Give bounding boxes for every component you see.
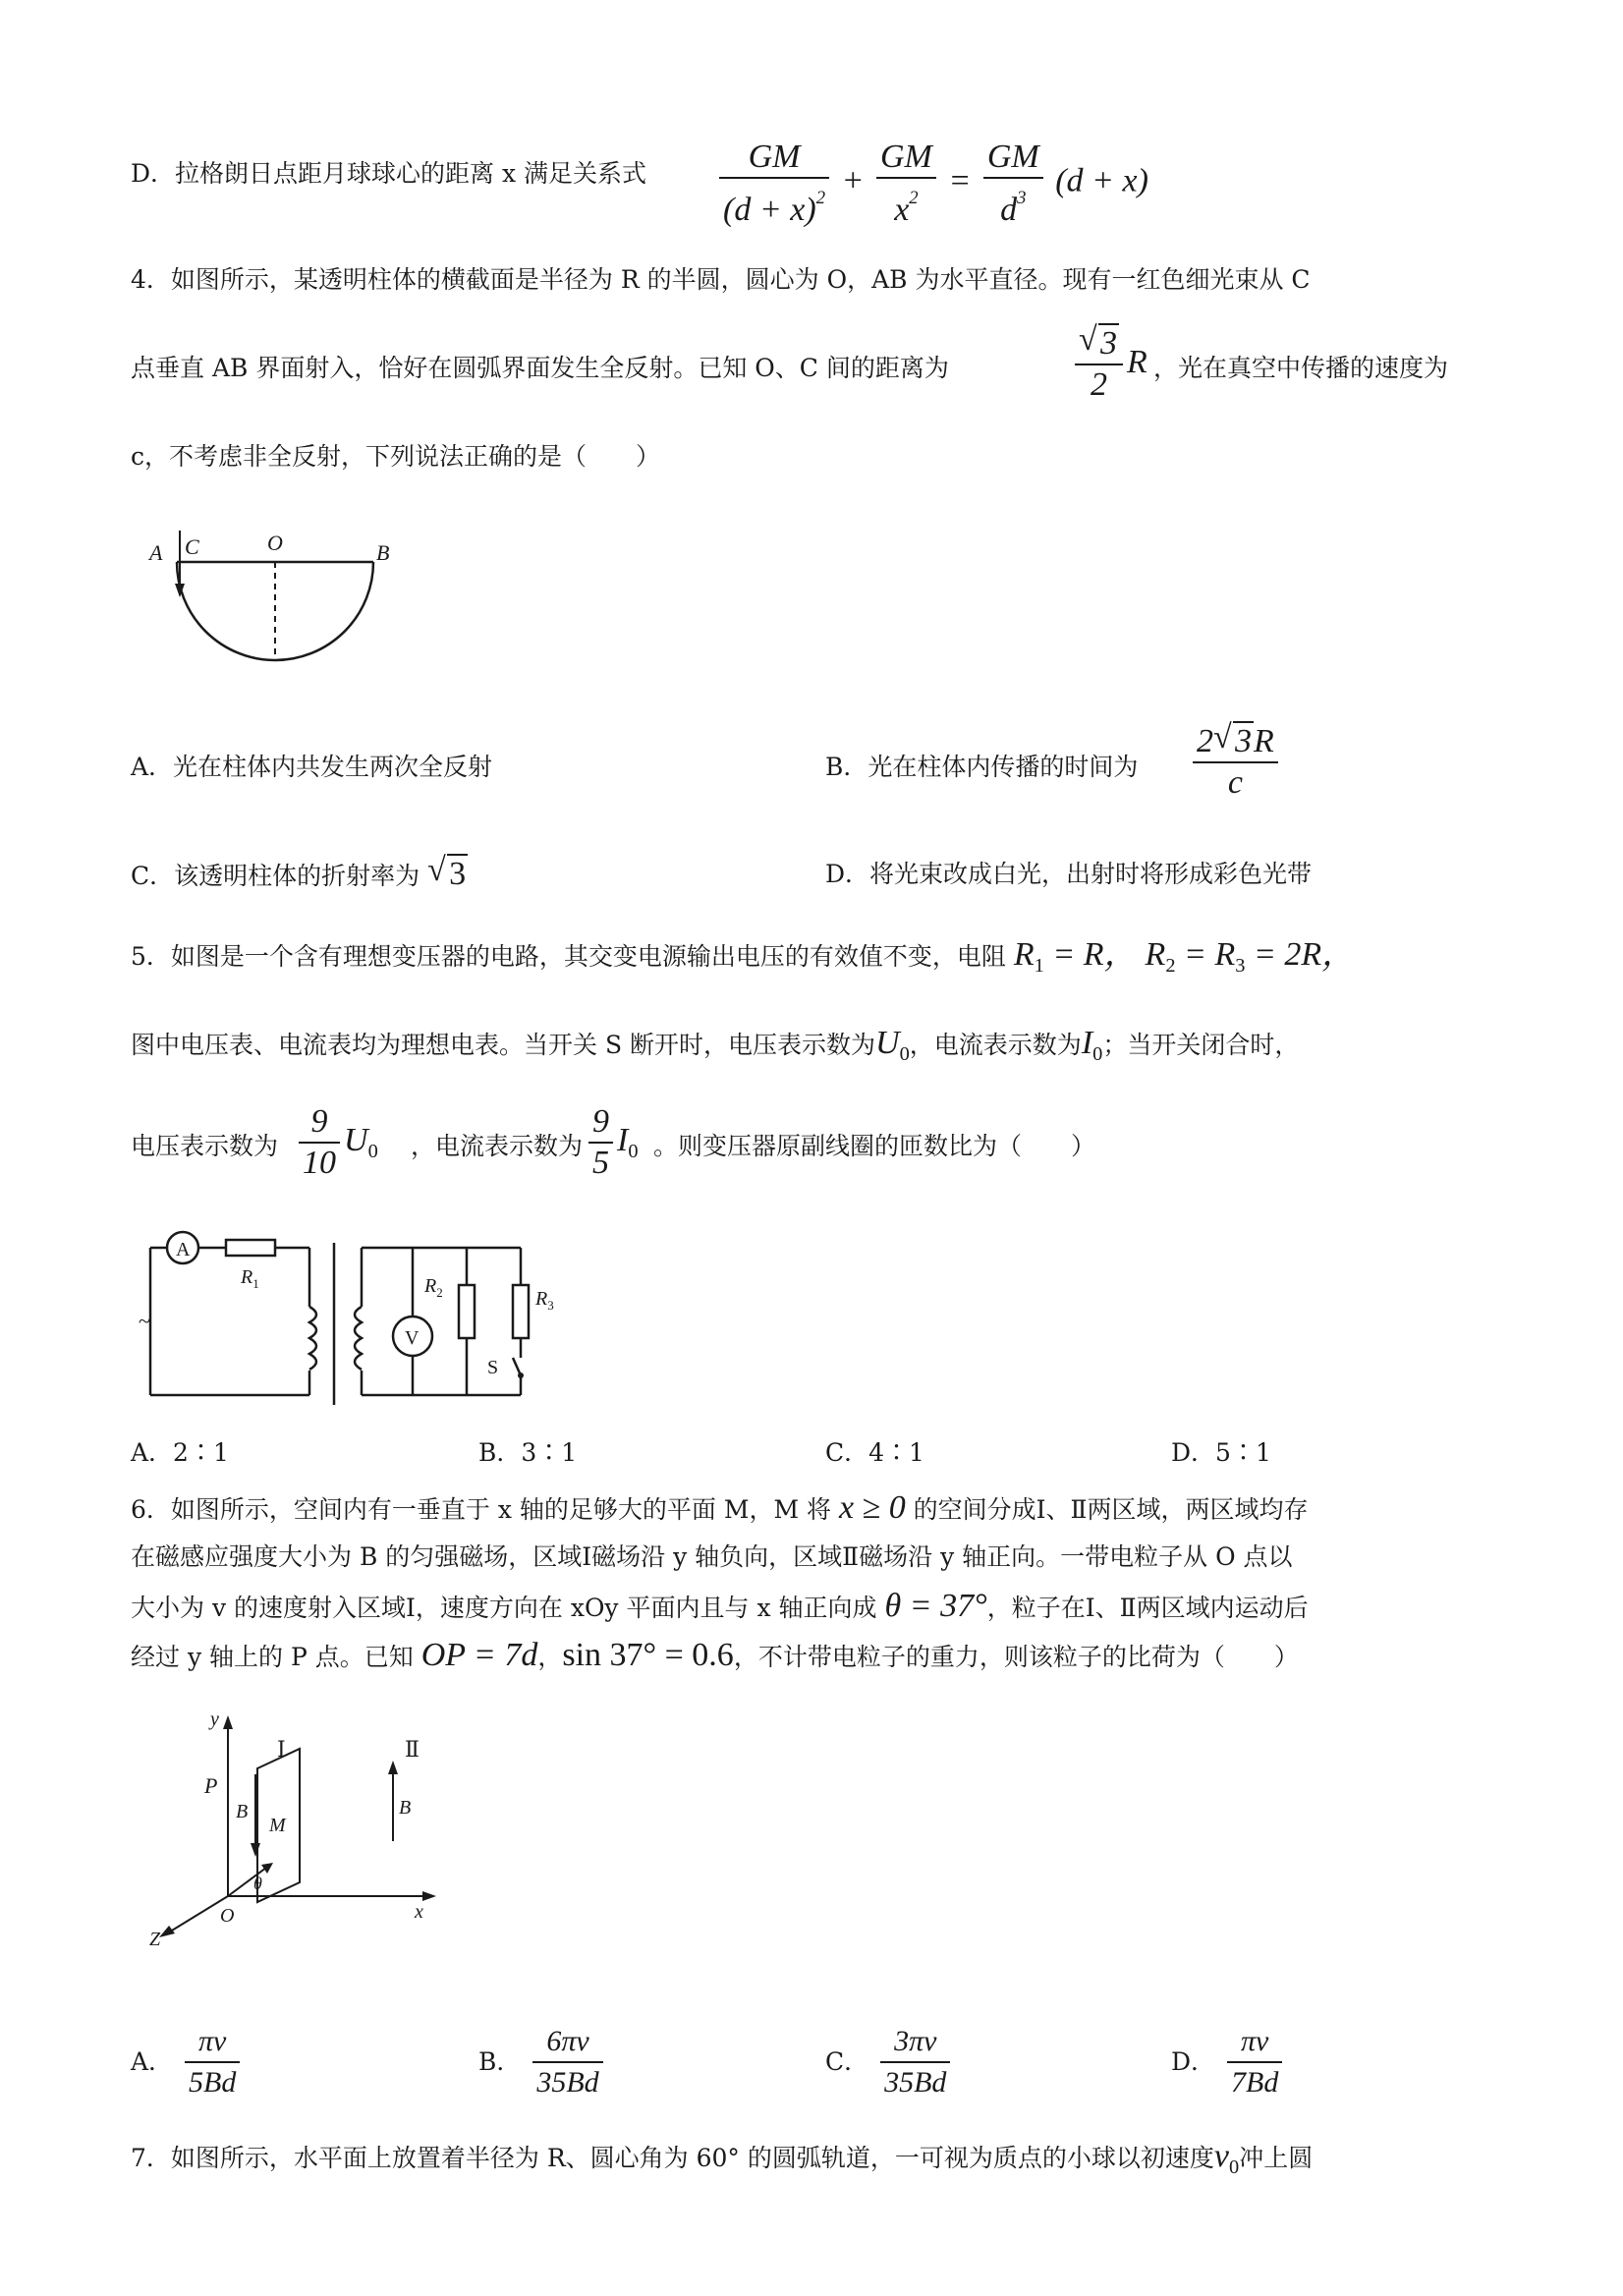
q6-line-2: 在磁感应强度大小为 B 的匀强磁场，区域Ⅰ磁场沿 y 轴负向，区域Ⅱ磁场沿 y 轴正向。一带电粒子从 O 点以 <box>131 1542 1293 1571</box>
q4-option-a: A．光在柱体内共发生两次全反射 <box>131 753 493 781</box>
q5-option-c: C．4∶1 <box>825 1438 924 1467</box>
q6-axes-figure <box>147 1709 452 1945</box>
q5-line-3: 电压表示数为 <box>131 1132 279 1160</box>
q3-option-d-formula: $\frac{GM}{(d + x)^2}$ + $\frac{GM}{x^2}$ = $\frac{GM}{d^3}$ (d + x) <box>715 138 1148 230</box>
fraction: $\frac{9}{5}$ <box>588 1102 613 1183</box>
q6-option-d: D． $\frac{\pi v}{7Bd}$ <box>1171 2022 1286 2102</box>
q4-line-1: 4．如图所示，某透明柱体的横截面是半径为 R 的半圆，圆心为 O，AB 为水平直径。现有一红色细光束从 C <box>131 265 1311 294</box>
label-o: O <box>267 531 283 555</box>
label-y: y <box>210 1709 219 1730</box>
label-b: B <box>376 540 390 565</box>
resistor-r2 <box>459 1285 475 1338</box>
q5-line-2: 图中电压表、电流表均为理想电表。当开关 S 断开时，电压表示数为$U_0$，电流表示数为$I_0$；当开关闭合时， <box>131 1025 1300 1066</box>
fraction: $\frac{GM}{(d + x)^2}$ <box>719 138 829 230</box>
q6-option-a: A． $\frac{\pi v}{5Bd}$ <box>131 2022 244 2102</box>
q3-option-d-text: D．拉格朗日点距月球球心的距离 x 满足关系式 <box>131 159 647 188</box>
q6-option-c: C． $\frac{3\pi v}{35Bd}$ <box>825 2022 954 2102</box>
q4-option-c: C．该透明柱体的折射率为 √ 3 <box>131 858 468 893</box>
x-axis-arrow <box>422 1891 436 1901</box>
y-axis-arrow <box>223 1715 233 1729</box>
q6-line-1: 6．如图所示，空间内有一垂直于 x 轴的足够大的平面 M，M 将 x ≥ 0 的空间分成Ⅰ、Ⅱ两区域，两区域均存 <box>131 1489 1309 1526</box>
sqrt-three: √ 3 <box>427 858 468 891</box>
label-region-2: Ⅱ <box>405 1737 420 1762</box>
q5-line-3b: ，电流表示数为 <box>411 1132 584 1160</box>
label-x: x <box>415 1901 423 1923</box>
label-b1: B <box>236 1801 249 1822</box>
label-theta: θ <box>253 1874 262 1893</box>
fraction: $\frac{2√ 3R}{c}$ <box>1193 722 1278 803</box>
fraction: $\frac{GM}{x^2}$ <box>876 138 936 230</box>
switch-pivot <box>518 1372 524 1378</box>
q4-option-d: D．将光束改成白光，出射时将形成彩色光带 <box>825 860 1313 888</box>
q4-line-3: c，不考虑非全反射，下列说法正确的是（ ） <box>131 442 661 471</box>
q5-line-3c: 。则变压器原副线圈的匝数比为（ ） <box>653 1132 1096 1160</box>
r1-label: $R_1$ <box>241 1266 259 1291</box>
q5-option-a: A．2∶1 <box>131 1438 229 1467</box>
q5-option-b: B．3∶1 <box>478 1438 578 1467</box>
fraction: √ $\frac{3}{2}$ <box>1075 324 1123 405</box>
q4-semicircle-figure <box>138 521 413 678</box>
label-a: A <box>149 540 163 565</box>
b1-down-arrow <box>251 1843 260 1857</box>
label-region-1: Ⅰ <box>277 1737 286 1762</box>
fraction: $\frac{3\pi v}{35Bd}$ <box>880 2022 950 2102</box>
label-b2: B <box>399 1797 412 1819</box>
fraction: $\frac{9}{10}$ <box>299 1102 340 1183</box>
r2-label: $R_2$ <box>424 1275 443 1300</box>
fraction: $\frac{6\pi v}{35Bd}$ <box>532 2022 602 2102</box>
q5-line-1: 5．如图是一个含有理想变压器的电路，其交变电源输出电压的有效值不变，电阻 $R_1 = R$， $R_2 = R_3 = 2R$， <box>131 936 1356 978</box>
label-c: C <box>185 534 199 559</box>
q3-option-d <box>131 157 646 191</box>
q5-option-d: D．5∶1 <box>1171 1438 1271 1467</box>
r3-label: $R_3$ <box>535 1288 554 1313</box>
velocity-arrow <box>261 1863 273 1874</box>
q6-line-3: 大小为 v 的速度射入区域Ⅰ，速度方向在 xOy 平面内且与 x 轴正向成 θ = 37°，粒子在Ⅰ、Ⅱ两区域内运动后 <box>131 1588 1309 1624</box>
switch-label: S <box>487 1357 499 1378</box>
q7-line-1: 7．如图所示，水平面上放置着半径为 R、圆心角为 60° 的圆弧轨道，一可视为质点的小球以初速度$v_0$冲上圆 <box>131 2138 1314 2179</box>
q4-line-2b: ，光在真空中传播的速度为 <box>1153 354 1449 382</box>
q4-option-b-formula <box>1189 722 1282 803</box>
q4-line-2: 点垂直 AB 界面射入，恰好在圆弧界面发生全反射。已知 O、C 间的距离为 <box>131 354 949 382</box>
q5-circuit-figure <box>138 1218 589 1415</box>
ammeter-label: A <box>176 1239 191 1260</box>
q6-option-b: B． $\frac{6\pi v}{35Bd}$ <box>478 2022 607 2102</box>
resistor-r3 <box>513 1285 529 1338</box>
q6-line-4: 经过 y 轴上的 P 点。已知 OP = 7d，sin 37° = 0.6，不计带电粒子的重力，则该粒子的比荷为（ ） <box>131 1637 1299 1673</box>
label-o: O <box>220 1905 235 1927</box>
z-axis-arrow <box>159 1926 175 1937</box>
q4-oc-distance: √ $\frac{3}{2}$ R <box>1071 324 1147 405</box>
b2-up-arrow <box>388 1761 398 1774</box>
resistor-r1 <box>226 1240 275 1256</box>
label-m: M <box>269 1815 286 1836</box>
label-p: P <box>204 1773 218 1798</box>
q5-frac-i: $\frac{9}{5}$ $I_0$ <box>585 1102 639 1183</box>
q4-option-b: B．光在柱体内传播的时间为 <box>825 753 1139 781</box>
voltmeter-label: V <box>405 1327 420 1349</box>
q5-frac-u: $\frac{9}{10}$ $U_0$ <box>295 1102 378 1183</box>
ac-source-icon: ~ <box>139 1309 150 1333</box>
fraction: $\frac{\pi v}{5Bd}$ <box>185 2022 240 2102</box>
label-z: Z <box>149 1929 161 1945</box>
fraction: $\frac{\pi v}{7Bd}$ <box>1227 2022 1282 2102</box>
fraction: $\frac{GM}{d^3}$ <box>983 138 1043 230</box>
